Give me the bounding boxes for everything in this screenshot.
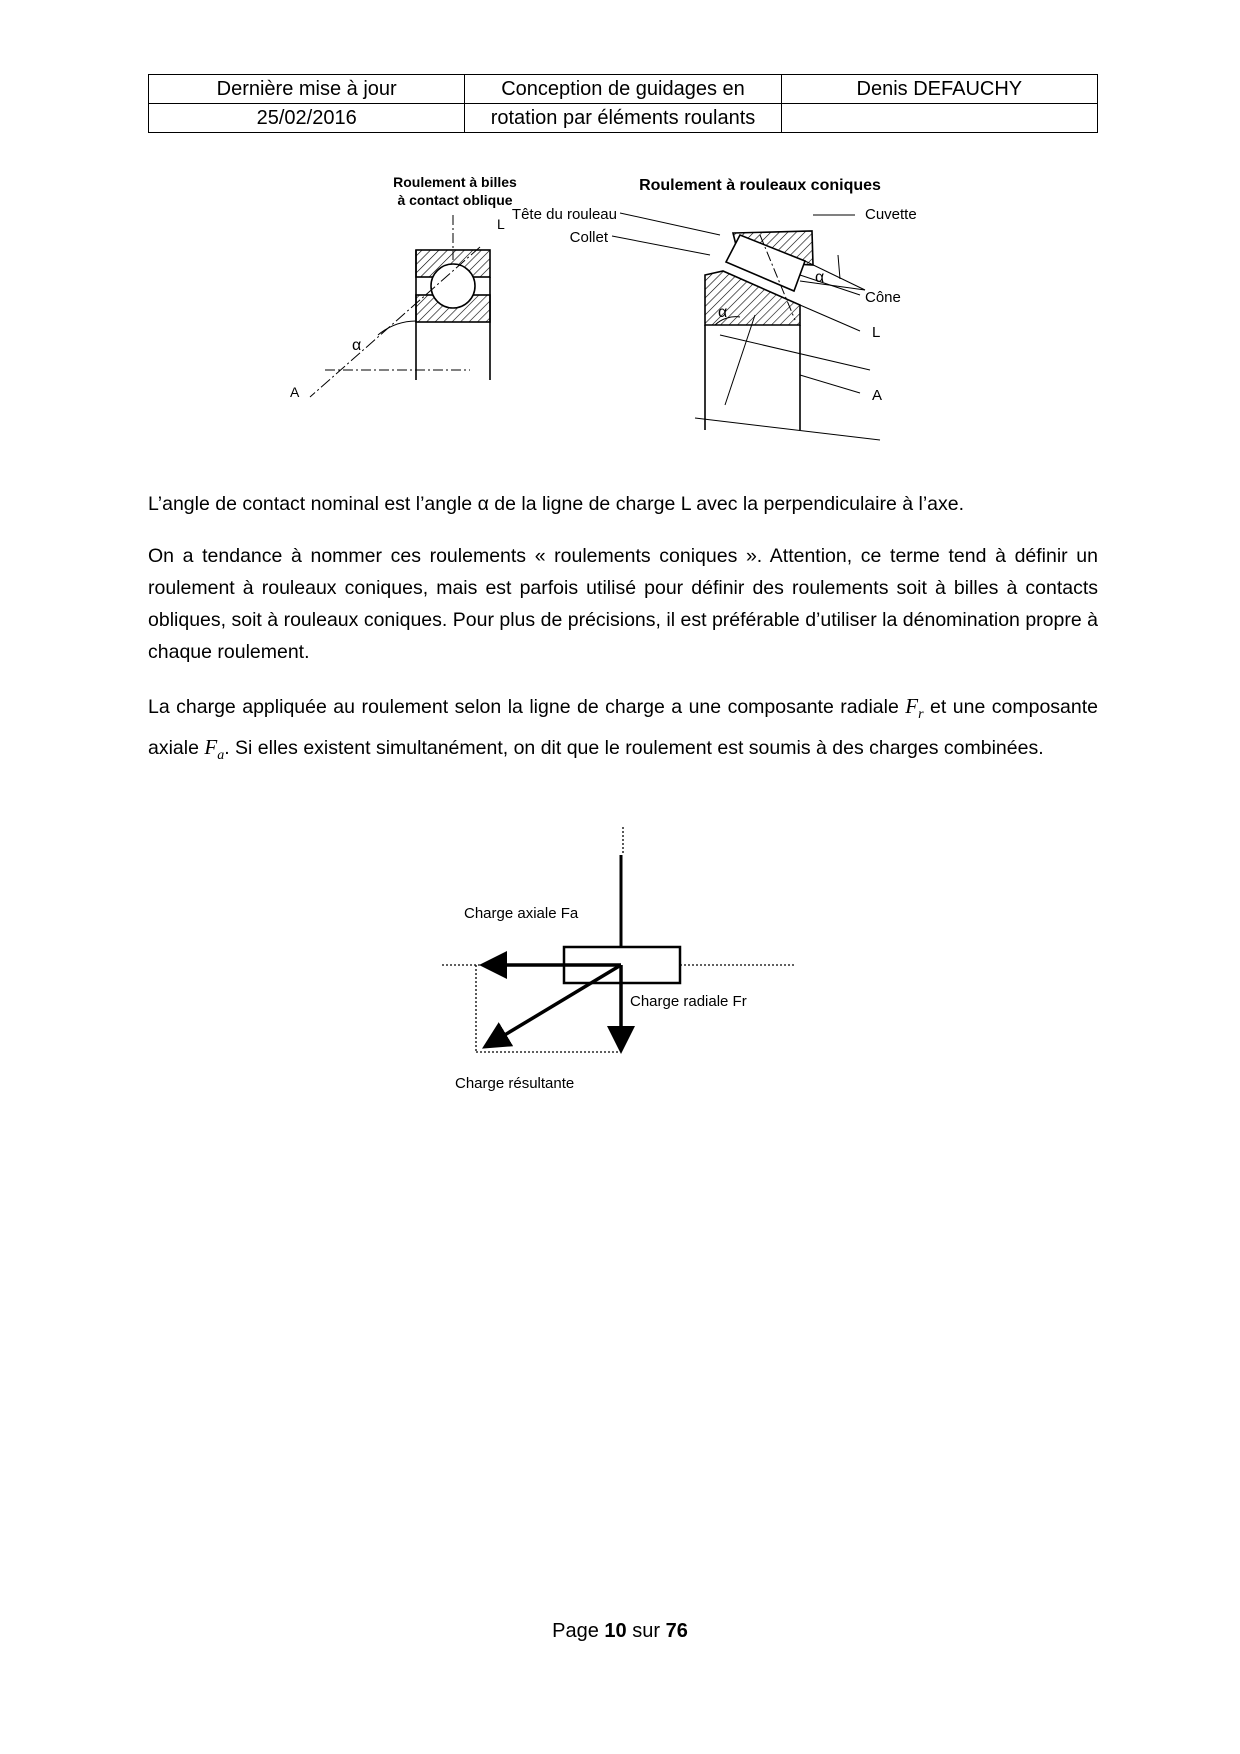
- label-cuvette: Cuvette: [865, 206, 917, 223]
- author-name: Denis DEFAUCHY: [781, 75, 1097, 104]
- header-table: [148, 74, 1098, 133]
- bearing-figure: [290, 165, 960, 460]
- angular-contact-ball-bearing: [290, 174, 517, 400]
- paragraph-naming: On a tendance à nommer ces roulements « roulements coniques ». Attention, ce terme tend à définir un roulement à rouleaux coniques, mais est parfois utilisé pour définir des roulements soit à billes à contacts obliques, soit à rouleaux coniques. Pour plus de précisions, il est préférable d’utiliser la dénomination propre à chaque roulement.: [148, 545, 1098, 663]
- label-axial-load: Charge axiale Fa: [464, 905, 579, 922]
- doc-title-line1: Conception de guidages en: [465, 75, 781, 104]
- label-alpha-cone: α: [815, 269, 825, 286]
- math-fa: [204, 735, 225, 764]
- fa-base: F: [204, 735, 218, 760]
- footer-prefix: Page: [552, 1620, 605, 1642]
- p1-alpha: α: [477, 493, 489, 515]
- left-title-line2: à contact oblique: [397, 192, 513, 208]
- right-title: Roulement à rouleaux coniques: [639, 177, 881, 194]
- doc-title-line2: rotation par éléments roulants: [465, 104, 781, 133]
- load-diagram: [440, 815, 820, 1115]
- fr-base: F: [905, 694, 919, 718]
- p3-text-a: La charge appliquée au roulement selon la ligne de charge a une composante radiale: [148, 696, 906, 718]
- label-L-right: L: [872, 324, 881, 341]
- p1-text-b: de la ligne de charge L avec la perpendiculaire à l’axe.: [488, 493, 965, 515]
- paragraph-combined-loads: [148, 690, 1098, 772]
- resultant-load-arrow: [488, 965, 621, 1045]
- p3-text-c: . Si elles existent simultanément, on dit que le roulement est soumis à des charges combinées.: [224, 737, 1044, 760]
- last-update-label: Dernière mise à jour: [149, 75, 465, 104]
- last-update-date: 25/02/2016: [149, 104, 465, 133]
- label-alpha-load: α: [718, 304, 728, 321]
- left-label-alpha: α: [352, 337, 362, 354]
- paragraph-contact-angle: [148, 488, 1098, 520]
- left-label-A: A: [290, 384, 300, 400]
- label-radial-load: Charge radiale Fr: [630, 993, 747, 1010]
- label-cone: Cône: [865, 289, 901, 306]
- page-footer: [0, 1620, 1240, 1643]
- left-label-L: L: [497, 216, 505, 232]
- math-fr: [905, 694, 924, 723]
- label-resultant-load: Charge résultante: [455, 1075, 575, 1092]
- footer-middle: sur: [626, 1620, 666, 1642]
- footer-page-number: 10: [604, 1620, 627, 1642]
- p3-text-b: et une composante axiale: [148, 696, 1098, 760]
- header-empty-cell: [781, 104, 1097, 133]
- left-title-line1: Roulement à billes: [393, 174, 517, 190]
- tapered-roller-bearing: [512, 177, 917, 440]
- fr-sub: r: [918, 707, 924, 723]
- footer-page-total: 76: [665, 1620, 688, 1642]
- label-tete-du-rouleau: Tête du rouleau: [511, 206, 617, 223]
- label-collet: Collet: [569, 229, 608, 246]
- fa-sub: a: [217, 748, 225, 764]
- label-A-right: A: [872, 387, 883, 404]
- p1-text-a: L’angle de contact nominal est l’angle: [148, 493, 478, 515]
